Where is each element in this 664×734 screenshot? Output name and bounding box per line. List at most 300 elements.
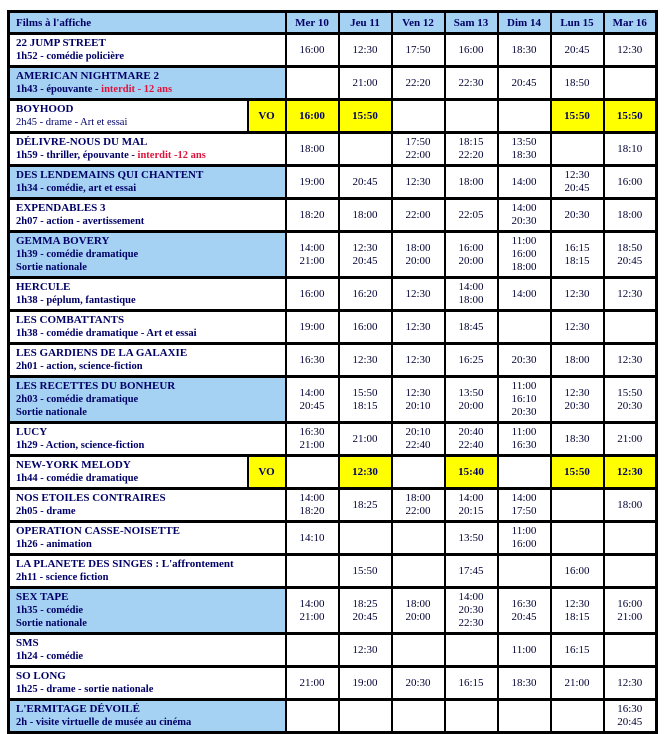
showtime-cell [286, 133, 339, 166]
film-title: 22 JUMP STREET [16, 37, 106, 49]
showtime: 16:00 [299, 287, 325, 300]
film-subtitle [16, 393, 282, 406]
film-subtitle [16, 604, 282, 617]
showtime-cell [551, 700, 604, 733]
showtime-cell [286, 555, 339, 588]
age-restriction-warning: interdit - 12 ans [101, 84, 173, 95]
showtime-cell [551, 522, 604, 555]
showtime-cell [604, 344, 657, 377]
showtime: 18:30 [511, 43, 537, 56]
day-header-mar-16: Mar 16 [604, 12, 657, 34]
showtime-cell [498, 588, 551, 634]
film-info-cell [9, 199, 286, 232]
showtime: 21:00 [564, 676, 590, 689]
showtime-cell [604, 278, 657, 311]
showtime-cell [604, 34, 657, 67]
showtime-cell [604, 232, 657, 278]
showtime: 18:20 [299, 505, 325, 517]
showtime-cell [445, 377, 498, 423]
showtime-cell [339, 232, 392, 278]
showtime: 20:30 [564, 208, 590, 221]
film-title: LES COMBATTANTS [16, 314, 125, 326]
showtime-cell [498, 166, 551, 199]
showtime: 20:10 [405, 426, 431, 438]
showtime: 18:00 [299, 142, 325, 155]
film-duration-genre: 1h59 - thriller, épouvante - [16, 150, 138, 161]
showtime-cell [339, 700, 392, 733]
showtime-cell [604, 700, 657, 733]
showtime: 11:00 [511, 380, 537, 392]
showtime-cell [392, 667, 445, 700]
showtime: 12:30 [564, 597, 590, 610]
showtime: 20:30 [511, 215, 537, 227]
showtime: 18:15 [564, 254, 590, 267]
showtime-cell [392, 588, 445, 634]
showtime-cell [339, 456, 392, 489]
showtime: 20:00 [458, 254, 484, 267]
showtime: 22:05 [458, 208, 484, 221]
showtime: 21:00 [617, 610, 643, 623]
film-row [9, 555, 657, 588]
film-row [9, 423, 657, 456]
showtime-cell [286, 522, 339, 555]
film-row [9, 588, 657, 634]
showtime-cell [392, 199, 445, 232]
showtime-cell [498, 667, 551, 700]
showtime: 16:00 [352, 320, 378, 333]
film-subtitle [16, 116, 244, 129]
showtime: 18:30 [511, 149, 537, 161]
showtime: 20:15 [458, 505, 484, 517]
showtime-cell [551, 377, 604, 423]
film-info-cell [9, 166, 286, 199]
showtime: 18:00 [564, 353, 590, 366]
showtime-cell [286, 700, 339, 733]
showtime-cell [551, 199, 604, 232]
film-title: EXPENDABLES 3 [16, 202, 106, 214]
showtime-cell [339, 377, 392, 423]
showtime: 11:00 [511, 643, 537, 656]
showtime: 14:00 [458, 591, 484, 603]
showtime: 17:45 [458, 564, 484, 577]
showtime-cell [498, 278, 551, 311]
film-row [9, 133, 657, 166]
showtime-cell [551, 588, 604, 634]
showtime-cell [498, 34, 551, 67]
showtime-cell [445, 100, 498, 133]
showtime: 14:00 [458, 281, 484, 293]
showtime-cell [339, 278, 392, 311]
showtime: 16:30 [511, 439, 537, 451]
showtime: 21:00 [299, 610, 325, 623]
showtime: 20:45 [352, 254, 378, 267]
showtime: 12:30 [564, 320, 590, 333]
showtime: 17:50 [405, 136, 431, 148]
showtime: 11:00 [511, 426, 537, 438]
showtime-cell [551, 67, 604, 100]
film-row [9, 667, 657, 700]
showtime: 18:30 [511, 676, 537, 689]
film-info-cell [9, 311, 286, 344]
film-row [9, 34, 657, 67]
film-subtitle [16, 505, 282, 518]
showtime-cell [551, 667, 604, 700]
showtime: 20:45 [617, 254, 643, 267]
showtime: 20:30 [511, 406, 537, 418]
showtime: 20:45 [617, 716, 643, 728]
showtime: 19:00 [299, 175, 325, 188]
showtime: 18:00 [458, 175, 484, 188]
showtime-cell [339, 133, 392, 166]
showtime: 20:10 [405, 399, 431, 412]
showtime-cell [286, 166, 339, 199]
film-info-cell [9, 555, 286, 588]
showtime: 12:30 [352, 465, 378, 478]
film-title: LUCY [16, 426, 48, 438]
film-subtitle [16, 327, 282, 340]
showtime: 18:00 [617, 208, 643, 221]
showtime: 13:50 [458, 386, 484, 399]
film-release-note: Sortie nationale [16, 407, 87, 418]
showtime-cell [339, 199, 392, 232]
showtime: 16:25 [458, 353, 484, 366]
film-subtitle [16, 248, 282, 261]
showtime-cell [286, 588, 339, 634]
showtime-cell [604, 588, 657, 634]
showtime: 22:40 [458, 439, 484, 451]
showtime-cell [392, 100, 445, 133]
showtime-cell [604, 489, 657, 522]
showtime-cell [498, 423, 551, 456]
showtime-cell [445, 555, 498, 588]
showtime: 18:00 [352, 208, 378, 221]
showtime: 11:00 [511, 525, 537, 537]
vo-badge: VO [248, 456, 286, 489]
showtime-cell [604, 311, 657, 344]
showtime-cell [445, 588, 498, 634]
showtime: 15:50 [352, 386, 378, 399]
showtime: 20:45 [564, 182, 590, 194]
showtime: 18:10 [617, 142, 643, 155]
showtime-cell [445, 278, 498, 311]
showtime-cell [339, 166, 392, 199]
showtime: 15:40 [458, 465, 484, 478]
film-duration-genre: 2h45 - drame - Art et essai [16, 117, 128, 128]
showtime-cell [445, 456, 498, 489]
film-title: LES RECETTES DU BONHEUR [16, 380, 176, 392]
showtime: 16:20 [352, 287, 378, 300]
film-title: GEMMA BOVERY [16, 235, 110, 247]
film-row [9, 634, 657, 667]
showtime-cell [392, 34, 445, 67]
day-header-sam-13: Sam 13 [445, 12, 498, 34]
film-info-cell [9, 133, 286, 166]
showtime-cell [286, 489, 339, 522]
showtime-cell [339, 34, 392, 67]
film-duration-genre: 2h11 - science fiction [16, 572, 109, 583]
film-subtitle [16, 149, 282, 162]
showtime: 16:00 [299, 43, 325, 56]
day-header-mer-10: Mer 10 [286, 12, 339, 34]
film-duration-genre: 1h39 - comédie dramatique [16, 249, 139, 260]
showtime: 21:00 [299, 254, 325, 267]
showtime-cell [498, 489, 551, 522]
film-title: LES GARDIENS DE LA GALAXIE [16, 347, 188, 359]
showtime-cell [445, 166, 498, 199]
showtime-cell [445, 199, 498, 232]
showtime: 20:00 [405, 610, 431, 623]
showtime: 15:50 [616, 109, 643, 122]
showtime: 20:45 [564, 43, 590, 56]
showtime: 12:30 [564, 169, 590, 181]
showtime-cell [498, 311, 551, 344]
showtime: 14:00 [511, 492, 537, 504]
showtime: 22:00 [405, 208, 431, 221]
showtime: 16:30 [299, 353, 325, 366]
film-subtitle [16, 716, 282, 729]
showtime: 12:30 [352, 43, 378, 56]
showtime: 20:30 [564, 399, 590, 412]
showtime: 12:30 [564, 287, 590, 300]
showtime-cell [498, 199, 551, 232]
showtime-cell [445, 232, 498, 278]
showtime: 16:00 [299, 109, 325, 122]
showtime: 20:30 [617, 399, 643, 412]
film-info-cell [9, 588, 286, 634]
showtime: 18:00 [617, 498, 643, 511]
film-title: SO LONG [16, 670, 66, 682]
showtime: 14:00 [511, 175, 537, 188]
showtime-cell [445, 423, 498, 456]
film-row [9, 166, 657, 199]
showtime-cell [445, 700, 498, 733]
showtime: 12:30 [352, 643, 378, 656]
film-info-cell [9, 34, 286, 67]
showtime: 12:30 [617, 676, 643, 689]
showtime-cell [445, 133, 498, 166]
showtime: 20:45 [511, 76, 537, 89]
showtime-cell [445, 634, 498, 667]
showtime: 22:00 [405, 505, 431, 517]
showtime: 12:30 [617, 287, 643, 300]
film-title: L'ERMITAGE DÉVOILÉ [16, 703, 140, 715]
showtime-cell [392, 344, 445, 377]
showtime-cell [551, 166, 604, 199]
film-duration-genre: 1h29 - Action, science-fiction [16, 440, 145, 451]
film-release-note: Sortie nationale [16, 262, 87, 273]
showtime: 14:00 [299, 597, 325, 610]
film-row [9, 344, 657, 377]
film-duration-genre: 1h25 - drame - sortie nationale [16, 684, 154, 695]
showtime-cell [339, 67, 392, 100]
film-info-cell [9, 423, 286, 456]
showtime-cell [392, 555, 445, 588]
showtime-cell [551, 232, 604, 278]
showtime-cell [286, 278, 339, 311]
showtime: 20:45 [299, 399, 325, 412]
film-duration-genre: 2h03 - comédie dramatique [16, 394, 139, 405]
film-subtitle [16, 439, 282, 452]
showtime-cell [339, 555, 392, 588]
showtime: 16:00 [511, 538, 537, 550]
showtime: 21:00 [352, 432, 378, 445]
showtime: 21:00 [299, 676, 325, 689]
showtime-cell [498, 522, 551, 555]
showtime-cell [339, 100, 392, 133]
showtime-cell [551, 489, 604, 522]
showtime: 22:30 [458, 76, 484, 89]
film-subtitle [16, 650, 282, 663]
film-subtitle [16, 182, 282, 195]
showtime-cell [551, 100, 604, 133]
showtime-cell [339, 489, 392, 522]
showtime-cell [604, 199, 657, 232]
showtime: 22:00 [405, 149, 431, 161]
showtime-cell [604, 67, 657, 100]
film-subtitle [16, 571, 282, 584]
showtime: 15:50 [352, 564, 378, 577]
film-duration-genre: 2h07 - action - avertissement [16, 216, 145, 227]
showtime: 12:30 [405, 320, 431, 333]
showtime-cell [339, 344, 392, 377]
film-row [9, 489, 657, 522]
film-info-cell [9, 377, 286, 423]
showtime-cell [604, 555, 657, 588]
film-subtitle [16, 538, 282, 551]
showtime-cell [286, 423, 339, 456]
film-title: AMERICAN NIGHTMARE 2 [16, 70, 159, 82]
showtime-cell [445, 489, 498, 522]
showtime: 17:50 [511, 505, 537, 517]
showtime: 16:10 [511, 393, 537, 405]
film-title: OPERATION CASSE-NOISETTE [16, 525, 180, 537]
showtime-cell [604, 133, 657, 166]
showtime: 22:30 [458, 617, 484, 629]
showtime: 13:50 [511, 136, 537, 148]
showtime: 19:00 [352, 676, 378, 689]
showtime-cell [339, 634, 392, 667]
showtime: 12:30 [352, 241, 378, 254]
showtime: 18:50 [617, 241, 643, 254]
showtime: 22:20 [405, 76, 431, 89]
showtime-cell [445, 34, 498, 67]
showtime-cell [339, 423, 392, 456]
showtime: 18:15 [564, 610, 590, 623]
showtime-cell [392, 377, 445, 423]
showtime-cell [498, 456, 551, 489]
film-info-cell [9, 700, 286, 733]
showtime: 12:30 [405, 386, 431, 399]
showtime: 12:30 [405, 287, 431, 300]
showtime: 14:00 [511, 202, 537, 214]
films-column-header: Films à l'affiche [9, 12, 286, 34]
day-header-dim-14: Dim 14 [498, 12, 551, 34]
showtime-cell [392, 700, 445, 733]
film-title: SEX TAPE [16, 591, 69, 603]
film-row [9, 377, 657, 423]
showtime-cell [604, 667, 657, 700]
showtime: 18:25 [352, 498, 378, 511]
day-header-jeu-11: Jeu 11 [339, 12, 392, 34]
film-title: DÉLIVRE-NOUS DU MAL [16, 136, 148, 148]
showtime-cell [286, 634, 339, 667]
showtime: 14:00 [299, 386, 325, 399]
showtime: 21:00 [617, 432, 643, 445]
showtime: 16:00 [564, 564, 590, 577]
film-info-cell [9, 522, 286, 555]
showtime: 16:15 [458, 676, 484, 689]
film-title: BOYHOOD [16, 103, 74, 115]
film-info-cell [9, 456, 248, 489]
showtime: 18:00 [405, 241, 431, 254]
showtime-cell [498, 700, 551, 733]
showtime: 14:00 [299, 241, 325, 254]
film-title: NOS ETOILES CONTRAIRES [16, 492, 166, 504]
film-row [9, 199, 657, 232]
showtime: 20:30 [405, 676, 431, 689]
showtime: 15:50 [564, 465, 590, 478]
showtime: 12:30 [405, 175, 431, 188]
showtime: 16:00 [617, 175, 643, 188]
film-subtitle [16, 683, 282, 696]
showtime-cell [445, 311, 498, 344]
showtime: 14:10 [299, 531, 325, 544]
showtime-cell [392, 166, 445, 199]
showtime-cell [498, 67, 551, 100]
film-duration-genre: 1h52 - comédie policière [16, 51, 124, 62]
showtime: 18:00 [405, 492, 431, 504]
showtime: 18:15 [352, 399, 378, 412]
showtime: 12:30 [617, 353, 643, 366]
showtime: 15:50 [617, 386, 643, 399]
film-duration-genre: 2h - visite virtuelle de musée au cinéma [16, 717, 192, 728]
showtime: 18:00 [511, 261, 537, 273]
film-info-cell [9, 667, 286, 700]
showtime-cell [445, 667, 498, 700]
showtime: 19:00 [299, 320, 325, 333]
age-restriction-warning: interdit -12 ans [137, 150, 206, 161]
film-duration-genre: 2h01 - action, science-fiction [16, 361, 143, 372]
showtime-cell [392, 456, 445, 489]
showtime-cell [498, 100, 551, 133]
showtimes-table [7, 10, 658, 734]
film-release-note: Sortie nationale [16, 618, 87, 629]
showtime: 12:30 [616, 465, 643, 478]
showtime-cell [445, 67, 498, 100]
showtime: 20:00 [458, 399, 484, 412]
showtime: 16:15 [564, 241, 590, 254]
showtime: 20:30 [511, 353, 537, 366]
showtime: 11:00 [511, 235, 537, 247]
film-duration-genre: 2h05 - drame [16, 506, 76, 517]
film-duration-genre: 1h26 - animation [16, 539, 92, 550]
showtime: 22:20 [458, 149, 484, 161]
film-info-cell [9, 344, 286, 377]
showtime: 20:45 [352, 610, 378, 623]
showtime-cell [286, 377, 339, 423]
showtime: 12:30 [405, 353, 431, 366]
showtime: 13:50 [458, 531, 484, 544]
showtime-cell [604, 377, 657, 423]
showtime: 16:30 [299, 426, 325, 438]
showtime: 18:25 [352, 597, 378, 610]
film-row [9, 232, 657, 278]
table-header-row [9, 12, 657, 34]
showtime: 16:00 [511, 248, 537, 260]
showtime-cell [392, 67, 445, 100]
showtime: 18:45 [458, 320, 484, 333]
film-row [9, 522, 657, 555]
